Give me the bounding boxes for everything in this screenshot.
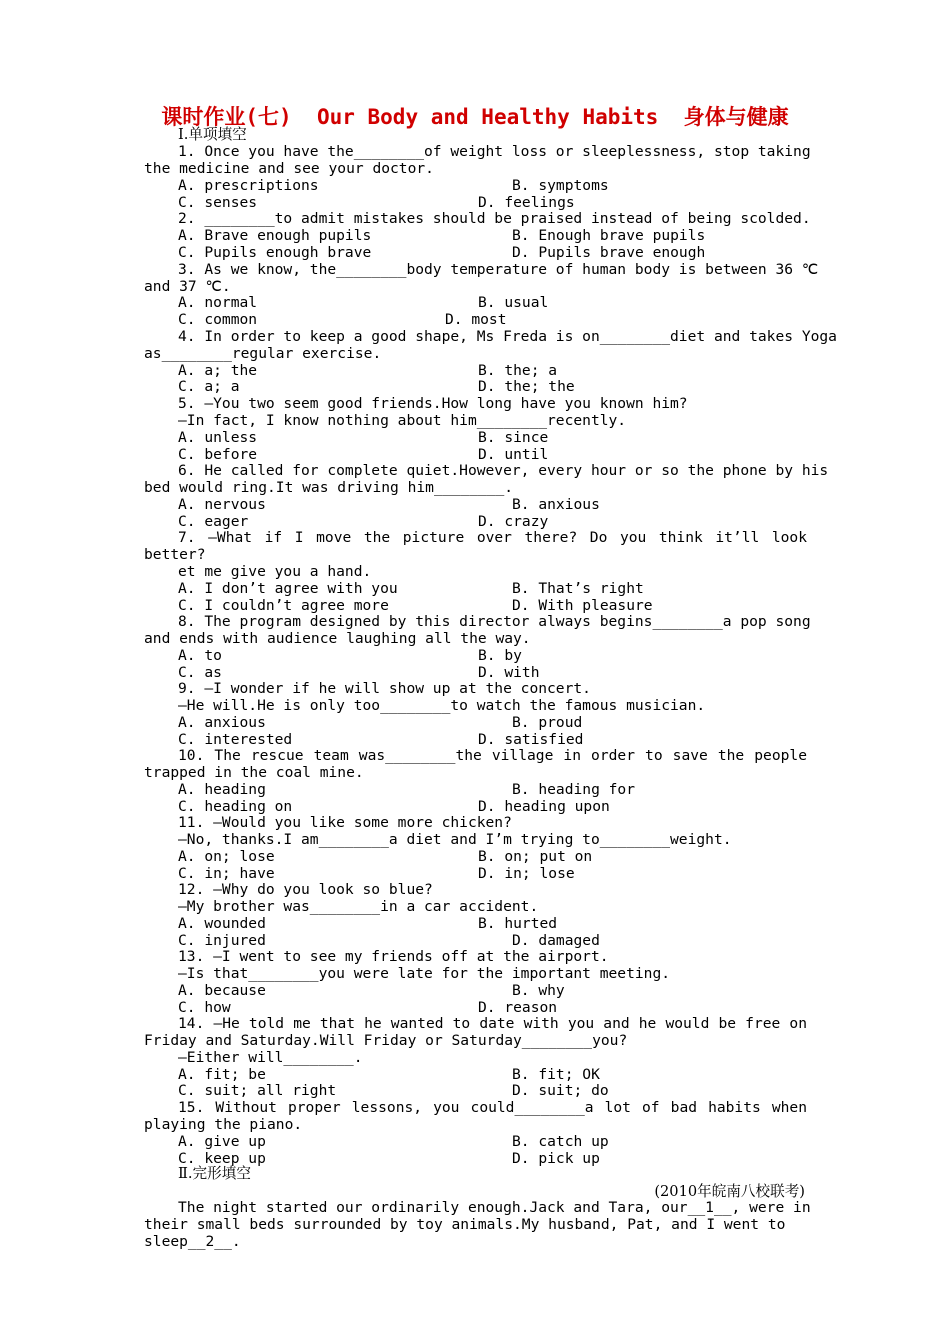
text-line: B. proud <box>512 714 583 731</box>
text-line: D. with <box>478 664 540 681</box>
text-line: B. on; put on <box>478 848 593 865</box>
text-line: D. damaged <box>512 932 600 949</box>
text-line: —Either will________. <box>178 1049 363 1066</box>
text-line: D. feelings <box>478 194 575 211</box>
text-line: C. keep up <box>178 1150 266 1167</box>
text-line: D. With pleasure <box>512 597 653 614</box>
text-line: Friday and Saturday.Will Friday or Saturday________you? <box>144 1032 628 1049</box>
text-line: playing the piano. <box>144 1116 303 1133</box>
text-line: 12. —Why do you look so blue? <box>178 881 433 898</box>
text-line: D. in; lose <box>478 865 575 882</box>
text-line: C. Pupils enough brave <box>178 244 372 261</box>
text-line: Ⅱ.完形填空 <box>178 1165 251 1182</box>
text-line: D. until <box>478 446 549 463</box>
text-line: 2. ________to admit mistakes should be praised instead of being scolded. <box>178 210 811 227</box>
text-line: D. Pupils brave enough <box>512 244 706 261</box>
text-line: C. I couldn’t agree more <box>178 597 389 614</box>
text-line: A. because <box>178 982 266 999</box>
text-line: 14. —He told me that he wanted to date with you and he would be free on <box>178 1015 807 1032</box>
text-line: and 37 ℃. <box>144 278 231 295</box>
text-line: as________regular exercise. <box>144 345 382 362</box>
text-line: 9. —I wonder if he will show up at the concert. <box>178 680 591 697</box>
text-line: A. on; lose <box>178 848 275 865</box>
text-line: 5. —You two seem good friends.How long have you known him? <box>178 395 688 412</box>
text-line: 1. Once you have the________of weight loss or sleeplessness, stop taking <box>178 143 811 160</box>
text-line: A. I don’t agree with you <box>178 580 398 597</box>
text-line: 6. He called for complete quiet.However, every hour or so the phone by his <box>178 462 829 479</box>
text-line: Ⅰ.单项填空 <box>178 126 247 143</box>
text-line: B. anxious <box>512 496 600 513</box>
text-line: C. eager <box>178 513 249 530</box>
text-line: B. catch up <box>512 1133 609 1150</box>
text-line: D. reason <box>478 999 558 1016</box>
text-line: 3. As we know, the________body temperature of human body is between 36 ℃ <box>178 261 819 278</box>
text-line: A. Brave enough pupils <box>178 227 372 244</box>
text-line: D. crazy <box>478 513 549 530</box>
text-line: B. the; a <box>478 362 558 379</box>
text-line: C. injured <box>178 932 266 949</box>
text-line: D. most <box>445 311 507 328</box>
text-line: 13. —I went to see my friends off at the airport. <box>178 948 609 965</box>
text-line: 8. The program designed by this director always begins________a pop song <box>178 613 811 630</box>
text-line: B. That’s right <box>512 580 644 597</box>
text-line: trapped in the coal mine. <box>144 764 364 781</box>
text-line: D. satisfied <box>478 731 584 748</box>
text-line: D. heading upon <box>478 798 610 815</box>
text-line: the medicine and see your doctor. <box>144 160 434 177</box>
text-line: A. nervous <box>178 496 266 513</box>
text-line: A. wounded <box>178 915 266 932</box>
text-line: —No, thanks.I am________a diet and I’m trying to________weight. <box>178 831 732 848</box>
text-line: 15. Without proper lessons, you could________a lot of bad habits when <box>178 1099 807 1116</box>
text-line: B. fit; OK <box>512 1066 600 1083</box>
text-line: A. normal <box>178 294 258 311</box>
text-line: D. the; the <box>478 378 575 395</box>
page-title: 课时作业(七) Our Body and Healthy Habits 身体与健康 <box>161 105 789 129</box>
text-line: B. hurted <box>478 915 558 932</box>
text-line: bed would ring.It was driving him________. <box>144 479 514 496</box>
text-line: C. a; a <box>178 378 240 395</box>
text-line: A. give up <box>178 1133 266 1150</box>
text-line: their small beds surrounded by toy animals.My husband, Pat, and I went to <box>144 1216 786 1233</box>
text-line: B. why <box>512 982 565 999</box>
text-line: C. as <box>178 664 222 681</box>
text-line: A. anxious <box>178 714 266 731</box>
text-line: 11. —Would you like some more chicken? <box>178 814 512 831</box>
text-line: A. to <box>178 647 222 664</box>
text-line: The night started our ordinarily enough.Jack and Tara, our__1__, were in <box>178 1199 811 1216</box>
text-line: B. usual <box>478 294 549 311</box>
text-line: A. fit; be <box>178 1066 266 1083</box>
text-line: B. by <box>478 647 522 664</box>
text-line: —In fact, I know nothing about him________recently. <box>178 412 627 429</box>
text-line: C. senses <box>178 194 258 211</box>
text-line: —My brother was________in a car accident. <box>178 898 539 915</box>
text-line: —Is that________you were late for the important meeting. <box>178 965 671 982</box>
text-line: B. since <box>478 429 549 446</box>
text-line: D. pick up <box>512 1150 600 1167</box>
text-line: B. Enough brave pupils <box>512 227 706 244</box>
text-line: C. interested <box>178 731 293 748</box>
text-line: sleep__2__. <box>144 1233 241 1250</box>
text-line: C. in; have <box>178 865 275 882</box>
text-line: 7. —What if I move the picture over there? Do you think it’ll look <box>178 529 807 546</box>
text-line: 4. In order to keep a good shape, Ms Freda is on________diet and takes Yoga <box>178 328 837 345</box>
text-line: A. unless <box>178 429 258 446</box>
text-line: C. how <box>178 999 231 1016</box>
text-line: D. suit; do <box>512 1082 609 1099</box>
text-line: C. heading on <box>178 798 293 815</box>
text-line: 10. The rescue team was________the village in order to save the people <box>178 747 807 764</box>
source-note: (2010年皖南八校联考) <box>654 1183 805 1200</box>
text-line: C. common <box>178 311 258 328</box>
text-line: better? <box>144 546 206 563</box>
text-line: A. prescriptions <box>178 177 319 194</box>
text-line: et me give you a hand. <box>178 563 372 580</box>
text-line: B. symptoms <box>512 177 609 194</box>
text-line: A. heading <box>178 781 266 798</box>
text-line: and ends with audience laughing all the way. <box>144 630 531 647</box>
text-line: C. before <box>178 446 258 463</box>
text-line: B. heading for <box>512 781 636 798</box>
text-line: —He will.He is only too________to watch the famous musician. <box>178 697 706 714</box>
text-line: A. a; the <box>178 362 258 379</box>
text-line: C. suit; all right <box>178 1082 337 1099</box>
